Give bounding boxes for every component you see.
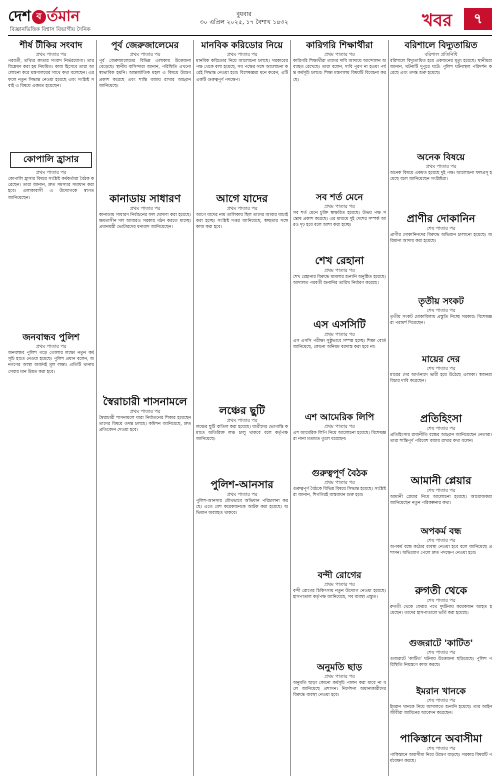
headline: এশ আমেরিক লিপি — [304, 413, 375, 423]
column-rule — [193, 40, 194, 776]
article-body: কানাডায় সাধারণ নির্বাচনের ফল ঘোষণা করা হয়েছে। ক্ষমতাসীন দল আবারও সরকার গঠন করতে যাচ্ছে। প্রধানমন্ত্রী ভোটারদের ধন্যবাদ জানিয়েছেন। — [99, 213, 191, 231]
byline: শেষ পাতার পর — [426, 539, 456, 544]
headline: অনেক বিষয়ে — [417, 153, 465, 163]
article-30[interactable] — [390, 732, 492, 774]
article-10[interactable] — [99, 395, 191, 772]
article-body: স্বৈরাচারী শাসনামলে যারা নির্যাতনের শিকার হয়েছেন তাদের বিষয়ে তদন্ত চলছে। কমিশন জানিয়েছে, দ্রুত প্রতিবেদন দেওয়া হবে। — [99, 416, 191, 434]
article-body: আগে যাদের নাম তালিকায় ছিল তাদের আবার যাচাই করা হচ্ছে। সংশ্লিষ্ট দপ্তর জানিয়েছে, স্বচ্ছতার সঙ্গে কাজ করা হবে। — [196, 213, 288, 231]
headline: শেখ রেহানা — [315, 255, 364, 267]
article-body: প্রাণীর দোকানিনদের বিরুদ্ধে অভিযান চালানো হয়েছে। জরিমানা আদায় করা হয়েছে। — [390, 233, 492, 245]
byline: প্রথম পাতার পর — [35, 345, 67, 350]
article-body: সব শর্ত মেনে চুক্তি স্বাক্ষরিত হয়েছে। উভয় পক্ষ সন্তোষ প্রকাশ করেছে। এর মাধ্যমে দুই দেশের সম্পর্ক আরও দৃঢ় হবে বলে আশা করা হচ্ছে। — [293, 211, 386, 229]
article-28[interactable] — [390, 638, 492, 684]
article-body: পুলিশ-আনসার যৌথভাবে অভিযান পরিচালনা করছে। এতে বেশ কয়েকজনকে আটক করা হয়েছে। অভিযান অব্যাহত থাকবে। — [196, 499, 288, 517]
byline: প্রথম পাতার পর — [129, 410, 161, 415]
headline: আগে যাদের — [216, 193, 268, 205]
article-13[interactable] — [196, 478, 288, 772]
article-body: এশ আমেরিক লিপি নিয়ে আলোচনা হয়েছে। বিশেষজ্ঞরা নানা মতামত তুলে ধরেছেন। — [293, 431, 386, 443]
article-12[interactable] — [196, 404, 288, 476]
article-22[interactable] — [390, 296, 492, 352]
byline: বরিশাল প্রতিনিধি — [424, 53, 458, 58]
article-body: শেখ রেহানার বিরুদ্ধে মামলার শুনানি অনুষ্ঠিত হয়েছে। আদালত পরবর্তী শুনানির তারিখ নির্ধারণ করেছে। — [293, 275, 386, 287]
byline: শেষ পাতার পর — [426, 309, 456, 314]
byline: শেষ পাতার পর — [426, 599, 456, 604]
article-15[interactable] — [293, 318, 386, 410]
byline: প্রথম পাতার পর — [324, 333, 355, 338]
article-body: আমানী প্লেয়ার নিয়ে আলোচনা হয়েছে। আয়োজকরা জানিয়েছেন নতুন পরিকল্পনার কথা। — [390, 495, 492, 507]
headline: কানাডায় সাধারণ — [109, 193, 181, 205]
article-16[interactable] — [293, 412, 386, 466]
tagline: বিজ্ঞানভিত্তিক বিশ্বাস বিভাগীয় দৈনিক — [10, 27, 91, 33]
article-24[interactable] — [390, 412, 492, 472]
byline: প্রথম পাতার পর — [324, 481, 355, 486]
article-body: বরিশালে বিদ্যুতায়িত হয়ে একজনের মৃত্যু হয়েছে। স্থানীয়রা জানান, ঘটনাটি দুপুরে ঘটে। পুলিশ ঘটনাস্থল পরিদর্শন করেছে এবং তদন্ত শুরু হয়েছে। — [390, 59, 492, 77]
headline: স্বৈরাচারী শাসনামলে — [103, 396, 187, 408]
article-body: পরবর্তী, তথ্যির কাতার সংবাদ নির্ভরযোগ্য। তার বিশ্লেষণ করা হয় নিয়মিত। কাজ হিসেবে তারা আলোচনা করে মন্ত্রণালয়ের সাথে কথা বলেছেন। এর ফলে নতুন সিদ্ধান্ত নেওয়া হয়েছে এবং সংশ্লিষ্ট সবাই এ বিষয়ে একমত হয়েছেন। — [8, 59, 94, 89]
byline: প্রথম পাতার পর — [324, 675, 355, 680]
logo-part1: দেশ — [8, 6, 31, 25]
byline: প্রথম পাতার পর — [226, 419, 258, 424]
byline: শেষ পাতার পর — [426, 489, 456, 494]
article-26[interactable] — [390, 526, 492, 582]
article-3[interactable] — [196, 40, 288, 190]
byline: প্রথম পাতার পর — [35, 53, 67, 58]
article-body: অপকর্ম বন্ধে কঠোর ব্যবস্থা নেওয়া হবে বলে জানিয়েছে প্রশাসন। অভিযোগ পেলে দ্রুত পদক্ষেপ নেওয়া হবে। — [390, 545, 492, 557]
byline: শেষ পাতার পর — [426, 427, 456, 432]
column-rule — [388, 40, 389, 776]
article-6[interactable] — [390, 40, 492, 150]
boxed-headline[interactable] — [10, 152, 92, 168]
article-11[interactable] — [196, 192, 288, 402]
byline: শেষ পাতার পর — [426, 367, 456, 372]
article-9[interactable] — [99, 192, 191, 392]
article-body: কোপালি হ্রাসার বিষয়ে সংশ্লিষ্ট কর্মকর্তারা বৈঠক করেছেন। তারা জানান, দ্রুত সমস্যার সমাধান করা হবে। এলাকাবাসী এ উদ্যোগকে স্বাগত জানিয়েছেন। — [8, 177, 94, 201]
article-body: লঞ্চের ছুটি বাতিল করা হয়েছে। যাত্রীদের ভোগান্তি কমাতে অতিরিক্ত লঞ্চ চালু থাকবে বলে কর্তৃপক্ষ জানিয়েছে। — [196, 425, 288, 443]
section-title: খবর — [422, 11, 452, 31]
byline: শেষ পাতার পর — [426, 227, 456, 232]
article-5[interactable] — [293, 192, 386, 252]
logo-part2: র্তমান — [46, 6, 80, 25]
headline: তৃতীয় সংকট — [418, 297, 464, 307]
article-19[interactable] — [293, 662, 386, 772]
headline: কোপালি হ্রাসার — [23, 155, 79, 165]
article-body: তৃতীয় সংকট মোকাবিলায় প্রস্তুতি নিচ্ছে সরকার। বিশেষজ্ঞরা পরামর্শ দিয়েছেন। — [390, 315, 492, 327]
headline: আমানী প্লেয়ার — [410, 475, 472, 487]
byline: প্রথম পাতার পর — [324, 583, 355, 588]
headline: অনুমতি ছাড় — [316, 663, 363, 673]
headline: কারিগরি শিক্ষার্থীরা — [306, 41, 373, 51]
headline: প্রতিহিংসা — [420, 413, 462, 425]
article-body: প্রতিহিংসার রাজনীতি বন্ধের আহ্বান জানিয়েছেন নেতারা। তারা শান্তিপূর্ণ পরিবেশ বজায় রাখার কথা বলেন। — [390, 433, 492, 445]
logo-mark-icon: ব — [32, 10, 46, 24]
date-info — [184, 11, 304, 27]
article-body: পাকিস্তানে অবাসীমা নিয়ে উদ্বেগ বাড়ছে। সরকার বিষয়টি পর্যবেক্ষণ করছে। — [390, 753, 492, 765]
article-20[interactable] — [390, 152, 492, 210]
headline: এস এসসিটি — [313, 319, 366, 331]
newspaper-logo[interactable] — [8, 7, 80, 27]
article-7[interactable] — [8, 170, 94, 330]
byline: শেষ পাতার পর — [426, 699, 456, 704]
masthead — [8, 6, 492, 36]
article-body: ইমরান খানকে নিয়ে আদালতে শুনানি হয়েছে। তার আইনজীবীরা জামিনের আবেদন করেছেন। — [390, 705, 492, 717]
article-body: জনবান্ধব পুলিশ গড়ে তোলার লক্ষ্যে নতুন কর্মসূচি হাতে নেওয়া হয়েছে। পুলিশ প্রধান বলেন, জনগণের আস্থা অর্জনই মূল লক্ষ্য। প্রতিটি থানায় সেবার মান উন্নত করা হবে। — [8, 351, 94, 375]
headline: শীর্ষ টীকির সংবাদ — [19, 41, 83, 51]
byline: প্রথম পাতার পর — [226, 207, 258, 212]
headline: বরিশালে বিদ্যুতায়িত — [404, 41, 478, 51]
article-body: অনুমতি ছাড়া কোনো কর্মসূচি পালন করা যাবে না বলে জানিয়েছে প্রশাসন। নির্দেশনা অমান্যকারীদের বিরুদ্ধে ব্যবস্থা নেওয়া হবে। — [293, 681, 386, 699]
byline: প্রথম পাতার পর — [35, 171, 67, 176]
weekday: বুধবার — [236, 11, 252, 18]
headline: গুজরাটে 'কাটিত' — [409, 639, 473, 649]
article-body: মানবিক করিডোর নিয়ে আলোচনা চলছে। সরকারের পক্ষ থেকে বলা হয়েছে, সব পক্ষের সঙ্গে আলোচনা করেই সিদ্ধান্ত নেওয়া হবে। বিশেষজ্ঞরা মনে করেন, এটি একটি গুরুত্বপূর্ণ পদক্ষেপ। — [196, 59, 288, 83]
article-25[interactable] — [390, 474, 492, 524]
date: ৩০ এপ্রিল ২০২৫, ১৭ বৈশাখ ১৪৩২ — [199, 19, 289, 26]
byline: প্রথম পাতার পর — [425, 165, 457, 170]
article-4[interactable] — [293, 40, 386, 190]
headline: অপকর্ম বন্ধ — [420, 527, 462, 537]
article-body: গুরুত্বপূর্ণ বৈঠকে বিভিন্ন বিষয়ে সিদ্ধান্ত হয়েছে। সংশ্লিষ্টরা জানান, শিগগিরই বাস্তবায়ন শুরু হবে। — [293, 487, 386, 499]
headline: বন্দী রোগের — [317, 571, 362, 581]
byline: প্রথম পাতার পর — [226, 493, 258, 498]
column-rule — [290, 40, 291, 776]
article-body: গুজরাটে 'কাটিত' ঘটনায় উত্তেজনা ছড়িয়েছে। পুলিশ পরিস্থিতি নিয়ন্ত্রণে কাজ করছে। — [390, 657, 492, 669]
article-2[interactable] — [99, 40, 191, 190]
byline: প্রথম পাতার পর — [226, 53, 258, 58]
article-body: পূর্ব জেরুজালেমের বিভিন্ন এলাকায় উত্তেজনা বেড়েছে। স্থানীয় বাসিন্দারা জানান, পরিস্থিতি এখনো স্বাভাবিক হয়নি। আন্তর্জাতিক মহল এ বিষয়ে উদ্বেগ প্রকাশ করেছে এবং শান্তি বজায় রাখার আহ্বান জানিয়েছে। — [99, 59, 191, 89]
byline: প্রথম পাতার পর — [324, 425, 355, 430]
article-8[interactable] — [8, 332, 94, 772]
byline: প্রথম পাতার পর — [324, 269, 355, 274]
byline: প্রথম পাতার পর — [324, 205, 355, 210]
page-number: ৭ — [464, 8, 492, 30]
article-body: এস এসসি পরীক্ষা সুষ্ঠুভাবে সম্পন্ন হচ্ছে। শিক্ষা বোর্ড জানিয়েছে, কোনো অনিয়ম বরদাস্ত করা হবে না। — [293, 339, 386, 351]
article-body: রুগতী থেকে ফেরার পথে দুর্ঘটনায় কয়েকজন আহত হয়েছেন। তাদের হাসপাতালে ভর্তি করা হয়েছে। — [390, 605, 492, 617]
article-body: কারিগরি শিক্ষার্থীরা তাদের দাবি আদায়ে আন্দোলন অব্যাহত রেখেছে। তারা বলেন, দাবি পূরণ না হওয়া পর্যন্ত কর্মসূচি চলবে। শিক্ষা মন্ত্রণালয় বিষয়টি বিবেচনা করছে। — [293, 59, 386, 83]
byline: প্রথম পাতার পর — [129, 207, 161, 212]
headline: লঞ্চের ছুটি — [219, 405, 265, 417]
headline: জনবান্ধব পুলিশ — [22, 333, 80, 343]
article-14[interactable] — [293, 254, 386, 316]
headline: মায়ের দের — [422, 355, 460, 365]
headline: ইমরান খানকে — [416, 687, 466, 697]
article-17[interactable] — [293, 468, 386, 568]
column-rule — [96, 40, 97, 776]
article-27[interactable] — [390, 584, 492, 636]
byline: প্রথম পাতার পর — [324, 53, 355, 58]
article-18[interactable] — [293, 570, 386, 660]
byline: শেষ পাতার পর — [426, 651, 456, 656]
article-body: মায়ের দের আর্তনাদে ভারী হয়ে উঠেছে এলাকা। স্বজনরা বিচার দাবি করেছেন। — [390, 373, 492, 385]
byline: প্রথম পাতার পর — [129, 53, 161, 58]
headline: গুরুত্বপূর্ণ বৈঠক — [311, 469, 368, 479]
headline: রুগতী থেকে — [414, 585, 468, 597]
article-23[interactable] — [390, 354, 492, 410]
headline: সব শর্ত মেনে — [316, 193, 363, 203]
article-29[interactable] — [390, 686, 492, 730]
headline: পূর্ব জেরুজালেমের — [111, 41, 179, 51]
headline: প্রাণীর দোকানিন — [406, 213, 476, 225]
headline: পাকিস্তানে অবাসীমা — [399, 733, 483, 745]
article-body: অনেক বিষয়ে একমত হয়েছে দুই পক্ষ। আলোচনা ফলপ্রসূ হয়েছে বলে জানিয়েছেন সংশ্লিষ্টরা। — [390, 171, 492, 183]
byline: শেষ পাতার পর — [426, 747, 456, 752]
headline: মানবিক করিডোর নিয়ে — [201, 41, 283, 51]
article-1[interactable] — [8, 40, 94, 150]
headline: পুলিশ-আনসার — [210, 479, 274, 491]
article-21[interactable] — [390, 212, 492, 294]
article-body: বন্দী রোগের চিকিৎসায় নতুন উদ্যোগ নেওয়া হয়েছে। হাসপাতাল কর্তৃপক্ষ জানিয়েছে, সব ব্যবস্থা প্রস্তুত। — [293, 589, 386, 601]
